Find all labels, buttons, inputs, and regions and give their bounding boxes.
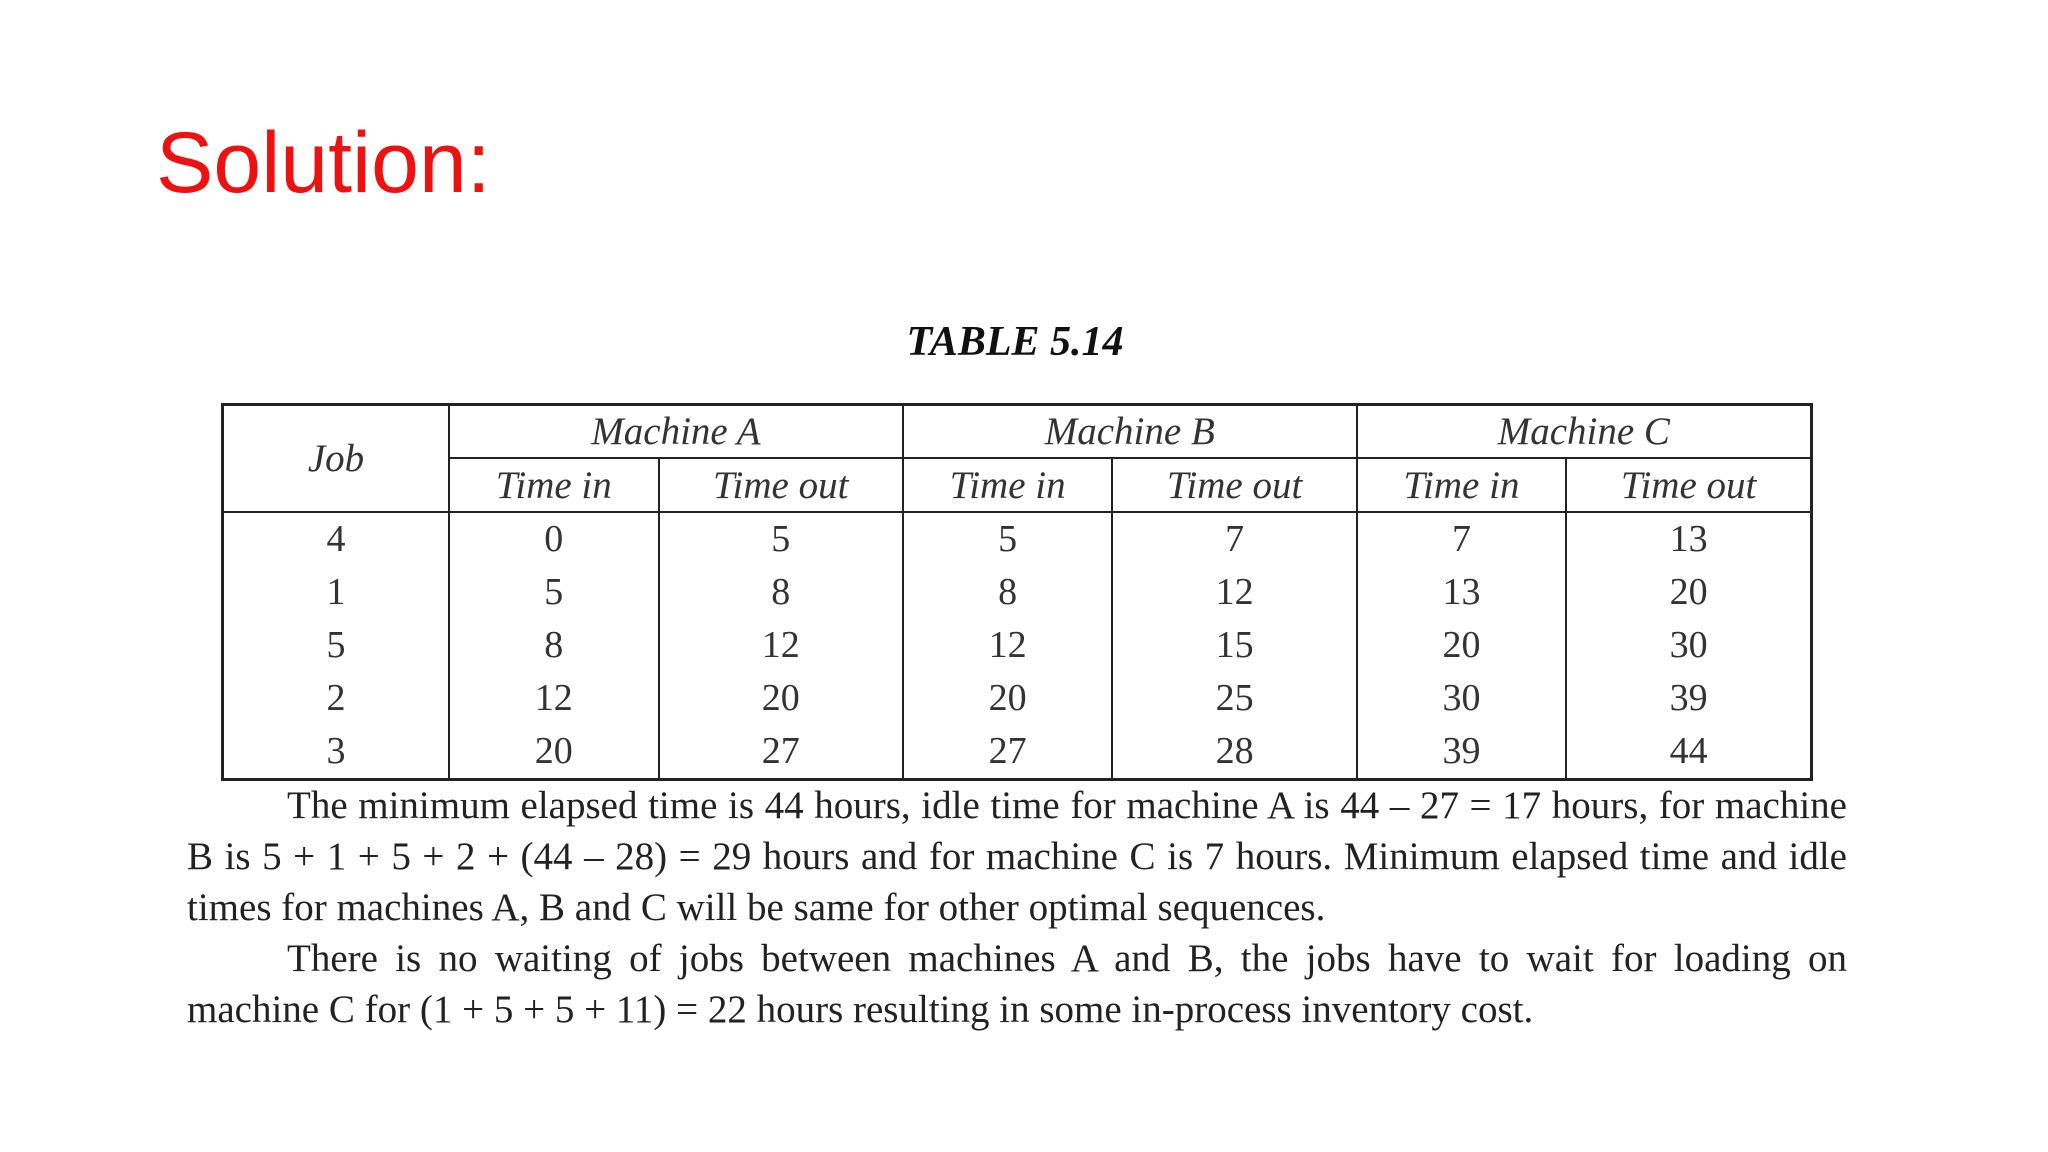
table-cell: 7 xyxy=(1112,512,1356,566)
table-cell: 15 xyxy=(1112,619,1356,672)
table-cell: 8 xyxy=(903,566,1113,619)
table-cell: 30 xyxy=(1566,619,1811,672)
job-cell: 3 xyxy=(223,725,450,780)
table-cell: 20 xyxy=(1357,619,1567,672)
table-cell: 5 xyxy=(449,566,659,619)
machine-c-time-out-header: Time out xyxy=(1566,458,1811,512)
table-cell: 20 xyxy=(449,725,659,780)
table-cell: 12 xyxy=(903,619,1113,672)
table-row xyxy=(223,672,1812,725)
table-cell: 30 xyxy=(1357,672,1567,725)
table-cell: 5 xyxy=(903,512,1113,566)
table-cell: 8 xyxy=(659,566,903,619)
table-row xyxy=(223,619,1812,672)
machine-b-time-out-header: Time out xyxy=(1112,458,1356,512)
table-cell: 44 xyxy=(1566,725,1811,780)
machine-a-time-out-header: Time out xyxy=(659,458,903,512)
job-cell: 5 xyxy=(223,619,450,672)
job-cell: 2 xyxy=(223,672,450,725)
table-caption: TABLE 5.14 xyxy=(906,319,1124,365)
machine-c-time-in-header: Time in xyxy=(1357,458,1567,512)
table-cell: 28 xyxy=(1112,725,1356,780)
machine-a-header: Machine A xyxy=(449,405,903,459)
machine-a-time-in-header: Time in xyxy=(449,458,659,512)
paragraph-waiting: There is no waiting of jobs between machines A and B, the jobs have to wait for loading on machine C for (1 + 5 + 5 + 11) = 22 hours resulting in some in-process inventory cost. xyxy=(187,937,1847,1031)
schedule-table xyxy=(221,403,1813,781)
table-cell: 27 xyxy=(659,725,903,780)
table-cell: 20 xyxy=(903,672,1113,725)
table-row xyxy=(223,512,1812,566)
slide-title: Solution: xyxy=(156,115,491,211)
table-cell: 13 xyxy=(1357,566,1567,619)
job-column-header: Job xyxy=(223,405,450,513)
table-row xyxy=(223,566,1812,619)
table-cell: 27 xyxy=(903,725,1113,780)
table-row xyxy=(223,725,1812,780)
table-cell: 5 xyxy=(659,512,903,566)
table-cell: 12 xyxy=(1112,566,1356,619)
table-cell: 20 xyxy=(659,672,903,725)
table-cell: 8 xyxy=(449,619,659,672)
table-cell: 25 xyxy=(1112,672,1356,725)
paragraph-idle-time: The minimum elapsed time is 44 hours, idle time for machine A is 44 – 27 = 17 hours, for machine B is 5 + 1 + 5 + 2 + (44 – 28) = 29 hours and for machine C is 7 hours. Minimum elapsed time and idle times for machines A, B and C will be same for other optimal sequences. xyxy=(187,784,1847,929)
table-cell: 7 xyxy=(1357,512,1567,566)
table-cell: 12 xyxy=(449,672,659,725)
table-cell: 13 xyxy=(1566,512,1811,566)
job-cell: 1 xyxy=(223,566,450,619)
table-cell: 20 xyxy=(1566,566,1811,619)
table-cell: 12 xyxy=(659,619,903,672)
machine-b-header: Machine B xyxy=(903,405,1357,459)
table-cell: 39 xyxy=(1357,725,1567,780)
table-cell: 0 xyxy=(449,512,659,566)
table-cell: 39 xyxy=(1566,672,1811,725)
machine-c-header: Machine C xyxy=(1357,405,1812,459)
job-cell: 4 xyxy=(223,512,450,566)
explanation-text xyxy=(187,780,1847,1035)
machine-b-time-in-header: Time in xyxy=(903,458,1113,512)
